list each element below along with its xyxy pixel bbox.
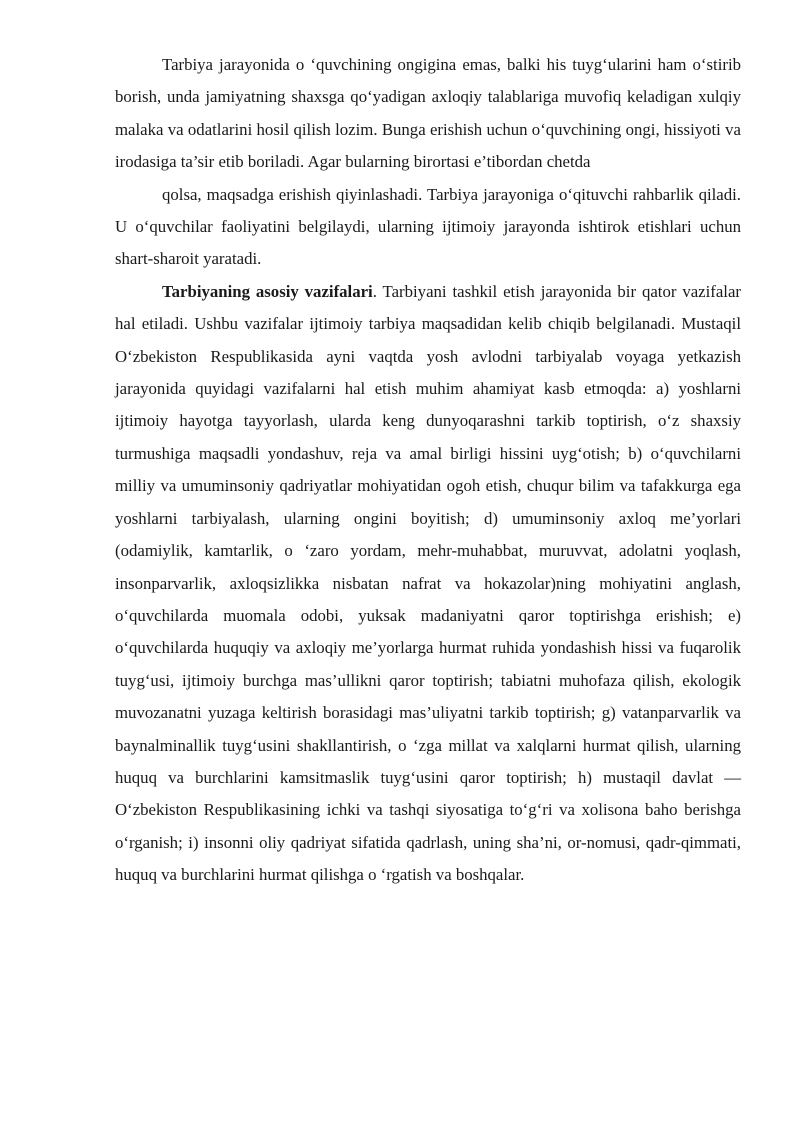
document-page [115, 49, 741, 892]
section-heading-inline: Tarbiyaning asosiy vazifalari [162, 281, 373, 301]
paragraph-3-text: . Tarbiyani tashkil etish jarayonida bir qator vazifalar hal etiladi. Ushbu vazifalar ijtimoiy tarbiya maqsadidan kelib chiqib belgilanadi. Mustaqil O‘zbekiston Respublikasida ayni vaqtda yosh avlodni tarbiyalab voyaga yetkazish jarayonida quyidagi vazifalarni hal etish muhim ahamiyat kasb etmoqda: a) yoshlarni ijtimoiy hayotga tayyorlash, ularda keng dunyoqarashni tarkib toptirish, o‘z shaxsiy turmushiga maqsadli yondashuv, reja va amal birligi hissini uyg‘otish; b) o‘quvchilarni milliy va umuminsoniy qadriyatlar mohiyatidan ogoh etish, chuqur bilim va tafakkurga ega yoshlarni tarbiyalash, ularning ongini boyitish; d) umuminsoniy axloq me’yorlari (odamiylik, kamtarlik, o ‘zaro yordam, mehr-muhabbat, muruvvat, adolatni yoqlash, insonparvarlik, axloqsizlikka nisbatan nafrat va hokazolar)ning mohiyatini anglash, o‘quvchilarda muomala odobi, yuksak madaniyatni qaror toptirishga erishish; e) o‘quvchilarda huquqiy va axloqiy me’yorlarga hurmat ruhida yondashish hissi va fuqarolik tuyg‘usi, ijtimoiy burchga mas’ullikni qaror toptirish; tabiatni muhofaza qilish, ekologik muvozanatni yuzaga keltirish borasidagi mas’uliyatni tarkib toptirish; g) vatanparvarlik va baynalminallik tuyg‘usini shakllantirish, o ‘zga millat va xalqlarni hurmat qilish, ularning huquq va burchlarini kamsitmaslik tuyg‘usini qaror toptirish; h) mustaqil davlat — O‘zbekiston Respublikasining ichki va tashqi siyosatiga to‘g‘ri va xolisona baho berishga o‘rganish; i) insonni oliy qadriyat sifatida qadrlash, uning sha’ni, or-nomusi, qadr-qimmati, huquq va burchlarini hurmat qilishga o ‘rgatish va boshqalar. [115, 281, 742, 885]
paragraph-3 [115, 276, 741, 892]
paragraph-1 [115, 49, 741, 179]
paragraph-1-text: Tarbiya jarayonida o ‘quvchining ongigina emas, balki his tuyg‘ularini ham o‘stirib borish, unda jamiyatning shaxsga qo‘yadigan axloqiy talablariga muvofiq keladigan xulqiy malaka va odatlarini hosil qilish lozim. Bunga erishish uchun o‘quvchining ongi, hissiyoti va irodasiga ta’sir etib boriladi. Agar bularning birortasi e’tibordan chetda [115, 55, 741, 172]
paragraph-2-text: qolsa, maqsadga erishish qiyinlashadi. Tarbiya jarayoniga o‘qituvchi rahbarlik qiladi. U o‘quvchilar faoliyatini belgilaydi, ularning ijtimoiy jarayonda ishtirok etishlari uchun shart-sharoit yaratadi. [115, 184, 741, 269]
paragraph-2 [115, 179, 741, 276]
